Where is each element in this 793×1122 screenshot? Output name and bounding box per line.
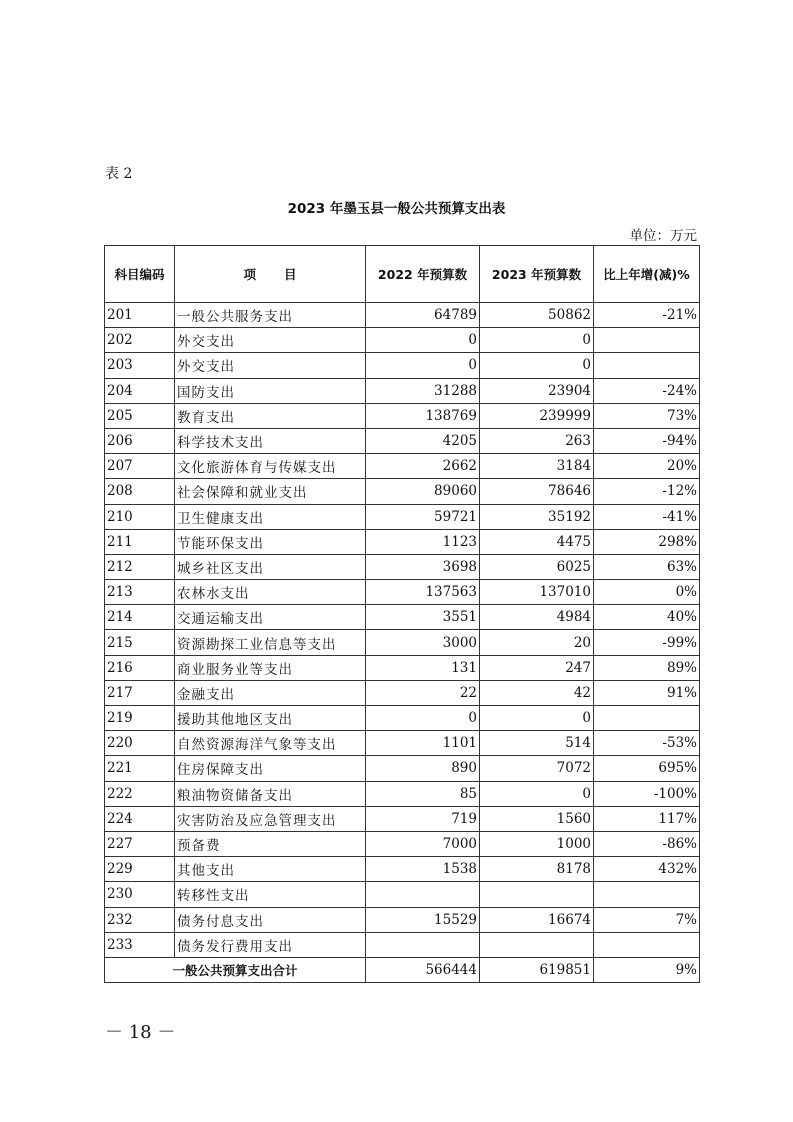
row-change: -41% [594,504,700,529]
table-row [105,353,700,378]
row-name: 国防支出 [175,378,366,403]
row-code: 203 [105,353,175,378]
table-row [105,454,700,479]
budget-table [104,245,700,983]
table-row [105,680,700,705]
page-number: － 18 － [105,1022,176,1043]
row-name: 教育支出 [175,403,366,428]
row-budget-2022: 3551 [366,605,480,630]
row-budget-2022: 0 [366,328,480,353]
row-budget-2023: 263 [480,428,594,453]
row-code: 232 [105,907,175,932]
table-row [105,428,700,453]
row-code: 206 [105,428,175,453]
table-row [105,328,700,353]
row-budget-2022: 138769 [366,403,480,428]
row-name: 资源勘探工业信息等支出 [175,630,366,655]
row-code: 213 [105,580,175,605]
row-name: 农林水支出 [175,580,366,605]
row-change: -94% [594,428,700,453]
row-budget-2022: 31288 [366,378,480,403]
row-name: 城乡社区支出 [175,554,366,579]
row-name: 住房保障支出 [175,756,366,781]
row-budget-2023: 20 [480,630,594,655]
row-change: -100% [594,781,700,806]
row-name: 自然资源海洋气象等支出 [175,731,366,756]
row-budget-2023: 1000 [480,831,594,856]
row-code: 230 [105,882,175,907]
table-row [105,806,700,831]
table-row [105,655,700,680]
row-budget-2023: 0 [480,353,594,378]
row-budget-2022: 1101 [366,731,480,756]
row-code: 211 [105,529,175,554]
row-name: 商业服务业等支出 [175,655,366,680]
row-budget-2022 [366,882,480,907]
row-budget-2022: 7000 [366,831,480,856]
row-code: 224 [105,806,175,831]
row-change [594,353,700,378]
row-code: 215 [105,630,175,655]
row-change: 91% [594,680,700,705]
row-budget-2023: 7072 [480,756,594,781]
header-item-a: 项 [243,267,256,282]
row-budget-2022: 1538 [366,857,480,882]
row-budget-2023 [480,882,594,907]
table-row [105,580,700,605]
row-name: 外交支出 [175,328,366,353]
row-code: 214 [105,605,175,630]
row-change: -12% [594,479,700,504]
row-change: 7% [594,907,700,932]
table-row [105,504,700,529]
row-name: 科学技术支出 [175,428,366,453]
row-budget-2023 [480,932,594,957]
row-name: 金融支出 [175,680,366,705]
row-code: 205 [105,403,175,428]
row-code: 227 [105,831,175,856]
row-budget-2022: 85 [366,781,480,806]
row-name: 社会保障和就业支出 [175,479,366,504]
table-row [105,479,700,504]
row-change: 432% [594,857,700,882]
row-name: 灾害防治及应急管理支出 [175,806,366,831]
row-change: 117% [594,806,700,831]
row-budget-2022: 3698 [366,554,480,579]
row-change [594,882,700,907]
row-budget-2022: 719 [366,806,480,831]
row-budget-2023: 3184 [480,454,594,479]
row-change: -24% [594,378,700,403]
row-change: -21% [594,303,700,328]
row-budget-2022: 3000 [366,630,480,655]
row-code: 221 [105,756,175,781]
row-change: 20% [594,454,700,479]
row-change: -53% [594,731,700,756]
row-budget-2023: 4475 [480,529,594,554]
table-row [105,605,700,630]
row-budget-2023: 239999 [480,403,594,428]
row-change [594,932,700,957]
table-row [105,529,700,554]
row-code: 201 [105,303,175,328]
row-budget-2023: 42 [480,680,594,705]
row-budget-2022: 22 [366,680,480,705]
row-budget-2023: 23904 [480,378,594,403]
row-name: 预备费 [175,831,366,856]
table-row [105,706,700,731]
table-row [105,932,700,957]
table-row [105,378,700,403]
row-name: 一般公共服务支出 [175,303,366,328]
row-name: 粮油物资储备支出 [175,781,366,806]
row-change [594,328,700,353]
row-name: 外交支出 [175,353,366,378]
header-item [175,246,366,303]
row-name: 债务付息支出 [175,907,366,932]
table-row [105,857,700,882]
row-budget-2022: 59721 [366,504,480,529]
header-budget-2023: 2023 年预算数 [480,246,594,303]
row-code: 208 [105,479,175,504]
table-label: 表 2 [105,166,133,182]
row-change: 89% [594,655,700,680]
row-change: 0% [594,580,700,605]
header-row [105,246,700,303]
table-row [105,554,700,579]
row-budget-2022: 0 [366,353,480,378]
row-budget-2023: 78646 [480,479,594,504]
row-code: 202 [105,328,175,353]
row-budget-2022: 0 [366,706,480,731]
row-budget-2023: 0 [480,781,594,806]
row-name: 交通运输支出 [175,605,366,630]
row-code: 210 [105,504,175,529]
row-code: 217 [105,680,175,705]
row-code: 233 [105,932,175,957]
row-code: 222 [105,781,175,806]
row-budget-2022: 64789 [366,303,480,328]
header-change: 比上年增(减)% [594,246,700,303]
row-change: 298% [594,529,700,554]
row-budget-2022: 15529 [366,907,480,932]
row-change: 40% [594,605,700,630]
row-change: 695% [594,756,700,781]
row-change: -86% [594,831,700,856]
table-row [105,831,700,856]
row-budget-2023: 6025 [480,554,594,579]
row-budget-2023: 0 [480,706,594,731]
row-budget-2022 [366,932,480,957]
table-row [105,303,700,328]
table-row [105,630,700,655]
table-row [105,781,700,806]
row-code: 212 [105,554,175,579]
row-name: 文化旅游体育与传媒支出 [175,454,366,479]
header-item-b: 目 [284,267,297,282]
total-row [105,957,700,982]
table-row [105,731,700,756]
row-budget-2022: 131 [366,655,480,680]
total-change: 9% [594,957,700,982]
row-budget-2022: 4205 [366,428,480,453]
total-budget-2023: 619851 [480,957,594,982]
row-change [594,706,700,731]
row-budget-2023: 50862 [480,303,594,328]
row-name: 卫生健康支出 [175,504,366,529]
row-code: 207 [105,454,175,479]
row-budget-2023: 137010 [480,580,594,605]
header-code: 科目编码 [105,246,175,303]
table-row [105,756,700,781]
row-name: 节能环保支出 [175,529,366,554]
total-label: 一般公共预算支出合计 [105,957,366,982]
unit-label: 单位：万元 [629,228,697,244]
row-code: 220 [105,731,175,756]
row-budget-2022: 137563 [366,580,480,605]
row-code: 229 [105,857,175,882]
row-budget-2023: 0 [480,328,594,353]
table-row [105,907,700,932]
table-row [105,882,700,907]
row-change: 63% [594,554,700,579]
total-budget-2022: 566444 [366,957,480,982]
row-name: 债务发行费用支出 [175,932,366,957]
page-title: 2023 年墨玉县一般公共预算支出表 [287,201,506,217]
row-name: 转移性支出 [175,882,366,907]
row-name: 援助其他地区支出 [175,706,366,731]
row-budget-2022: 1123 [366,529,480,554]
row-code: 219 [105,706,175,731]
row-budget-2023: 4984 [480,605,594,630]
row-budget-2022: 890 [366,756,480,781]
header-budget-2022: 2022 年预算数 [366,246,480,303]
table-row [105,403,700,428]
row-name: 其他支出 [175,857,366,882]
row-budget-2023: 514 [480,731,594,756]
row-code: 216 [105,655,175,680]
row-code: 204 [105,378,175,403]
row-budget-2023: 35192 [480,504,594,529]
row-budget-2022: 89060 [366,479,480,504]
row-budget-2023: 8178 [480,857,594,882]
row-budget-2023: 16674 [480,907,594,932]
row-budget-2023: 1560 [480,806,594,831]
row-budget-2022: 2662 [366,454,480,479]
row-budget-2023: 247 [480,655,594,680]
row-change: -99% [594,630,700,655]
row-change: 73% [594,403,700,428]
